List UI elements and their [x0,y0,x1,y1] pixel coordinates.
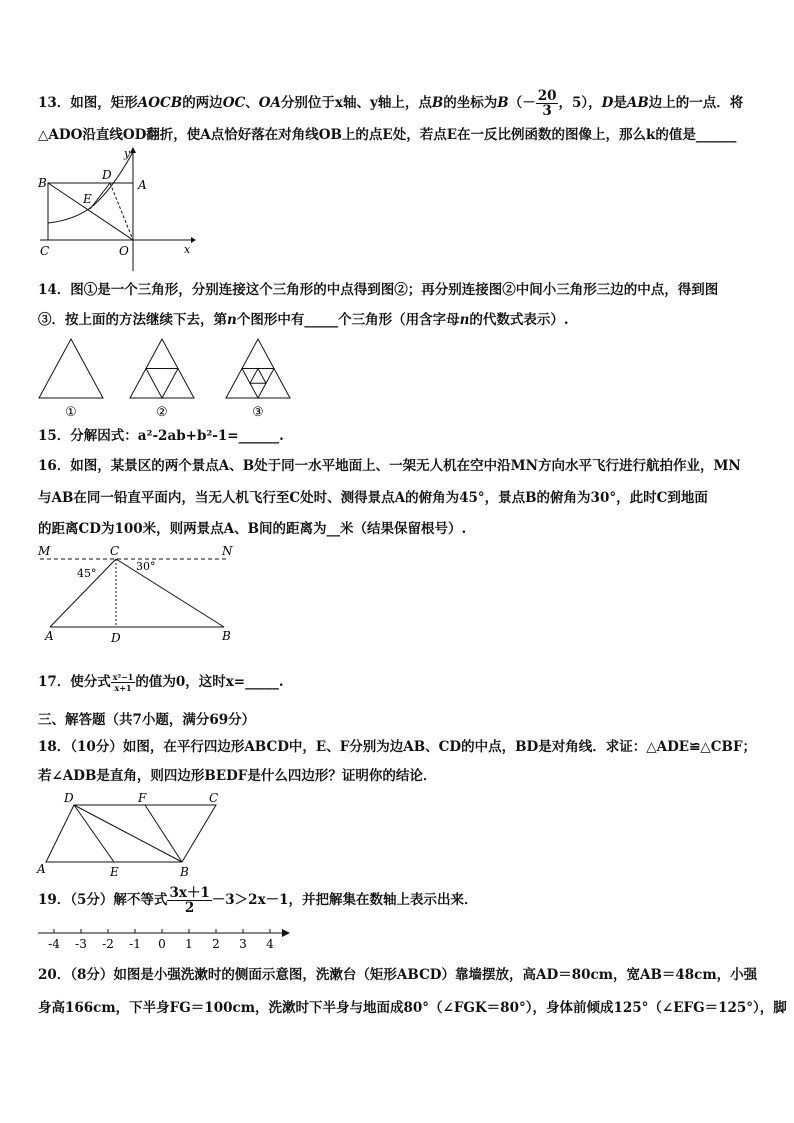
x-axis-arrow-icon [191,237,196,243]
q13-text: 13．如图，矩形 [38,95,138,111]
label-x: x [184,243,191,256]
label-e: E [83,192,92,206]
number-line-label: 0 [158,937,166,951]
q20-line1: 20．（8分）如图是小强洗漱时的侧面示意图，洗漱台（矩形ABCD）靠墙摆放，高AD＝80cm，宽AB＝48cm，小强 [38,967,758,983]
number-line [36,924,292,956]
q13-text: B [431,95,444,111]
fraction-numerator: 3x＋1 [169,885,210,901]
q17-text: 的值为0，这时x=_____. [135,674,284,690]
number-line-label: -3 [75,937,87,951]
q18-line2: 若∠ADB是直角，则四边形BEDF是什么四边形？证明你的结论． [38,768,437,784]
q13-text: 、 [245,95,259,111]
q19-text: 19．（5分）解不等式 [38,892,168,908]
number-line-label: 1 [185,937,193,951]
q14-line2 [38,311,758,329]
number-line-label: 2 [212,937,220,951]
q18-figure [34,788,228,878]
label-a: A [138,178,147,192]
q19-line [38,886,758,915]
triangle-figure-2-inner [146,369,178,399]
fraction-denominator: 2 [184,900,195,916]
label-c: C [110,544,120,558]
q14-text: n [227,312,237,328]
q13-text: ，5）， [558,95,602,111]
q19-text: －3＞2x－1，并把解集在数轴上表示出来． [211,892,478,908]
number-line-arrow-icon [282,929,290,937]
segment-fb [145,805,182,862]
q13-line2: △ADO沿直线OD翻折，使A点恰好落在对角线OB上的点E处，若点E在一反比例函数的图像上，那么k的值是______ [38,127,737,143]
q14-figure [36,336,296,420]
segment-de [90,183,110,209]
q16-line3: 的距离CD为100米，则两景点A、B间的距离为__米（结果保留根号）. [38,521,467,537]
triangle-figure-1 [39,339,103,398]
angle-30-label: 30° [136,560,156,573]
q13-line1 [38,89,758,118]
q13-figure [36,145,196,273]
q13-text: OC [222,95,246,111]
q16-line2: 与AB在同一铅直平面内，当无人机飞行至C处时、测得景点A的俯角为45°，景点B的俯角为30°，此时C到地面 [38,490,708,506]
section-title: 三、解答题（共7小题，满分69分） [38,712,256,728]
q18-line1: 18．（10分）如图，在平行四边形ABCD中，E、F分别为边AB、CD的中点，BD是对角线．求证：△ADE≌△CBF； [38,739,757,755]
caption-figure-1: ① [65,405,77,420]
label-c: C [40,244,50,258]
q19-fraction [167,886,211,915]
number-line-label: -1 [129,937,141,951]
q17-text: 17．使分式 [38,674,111,690]
label-o: O [119,244,129,258]
fraction-denominator: 3 [542,103,552,119]
q13-text: 分别位于x轴、y轴上，点 [280,95,432,111]
label-m: M [38,544,51,558]
q13-text: （－ [508,95,536,111]
q14-text: ③．按上面的方法继续下去，第 [38,312,227,328]
q13-text: 边上的一点．将 [648,95,744,111]
q13-fraction [536,89,559,118]
q13-text: AB [626,95,649,111]
fraction-denominator: x+1 [114,683,132,693]
label-e: E [110,865,119,878]
q14-line1: 14．图①是一个三角形，分别连接这个三角形的中点得到图②；再分别连接图②中间小三角形三边的中点，得到图 [38,282,719,298]
label-f: F [138,791,147,805]
q16-figure [36,543,246,645]
label-d: D [102,168,112,182]
q13-text: D [601,95,614,111]
number-line-label: -2 [102,937,114,951]
parallelogram-abcd [46,805,216,862]
fraction-numerator: 20 [537,88,557,104]
q15-text: 15．分解因式：a²-2ab+b²-1=______. [38,428,284,444]
segment-de [74,805,114,862]
q13-text: B [497,95,509,111]
q16-line1: 16．如图，某景区的两个景点A、B处于同一水平地面上、一架无人机在空中沿MN方向水平飞行进行航拍作业，MN [38,458,741,474]
fold-line-od [110,183,133,240]
label-y: y [124,147,131,160]
angle-45-label: 45° [77,567,97,580]
label-c: C [209,791,219,805]
label-a: A [37,862,46,876]
number-line-label: -4 [48,937,60,951]
label-n: N [222,544,233,558]
q13-text: AOCB [137,95,183,111]
label-b: B [38,176,47,190]
label-d: D [111,631,121,645]
label-a: A [45,629,54,643]
number-line-label: 4 [266,937,274,951]
label-d: D [64,791,74,805]
fraction-numerator: x²−1 [112,672,134,682]
q13-text: 的两边 [182,95,223,111]
label-b: B [222,629,231,643]
caption-figure-3: ③ [252,405,264,420]
label-b: B [180,865,189,878]
q14-text: n [459,312,470,328]
number-line-label: 3 [239,937,247,951]
q14-text: 个图形中有_____个三角形（用含字母 [236,312,460,328]
q14-text: 的代数式表示）. [469,312,569,328]
q17-line [38,672,758,693]
segment-cb [116,559,224,627]
q20-line2: 身高166cm，下半身FG＝100cm，洗漱时下半身与地面成80°（∠FGK＝80°），身体前倾成125°（∠EFG＝125°），脚 [38,1000,787,1016]
caption-figure-2: ② [156,405,168,420]
diagonal-bd [74,805,182,862]
triangle-figure-3-innermost [250,369,266,384]
q17-fraction [111,672,136,693]
q13-text: 是 [613,95,627,111]
q13-text: 的坐标为 [443,95,498,111]
q13-text: OA [258,95,281,111]
